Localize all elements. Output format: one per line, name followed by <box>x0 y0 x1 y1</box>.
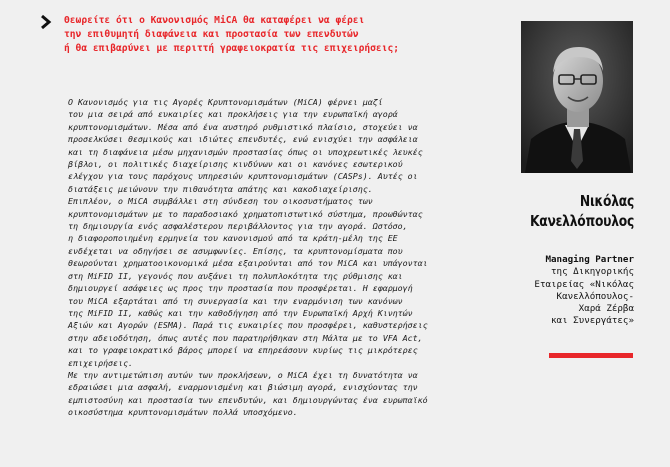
answer-line: κρυπτονομισμάτων με το παραδοσιακό χρηματοπιστωτικό σύστημα, προωθώντας <box>68 208 423 219</box>
answer-line: εδραιώσει μια ασφαλή, εναρμονισμένη και βιώσιμη αγορά, ενισχύοντας την <box>68 382 418 393</box>
interview-question <box>64 14 454 56</box>
person-org-line: Κανελλόπουλος- <box>556 290 634 302</box>
person-first-name: Νικόλας <box>579 192 634 210</box>
person-title: Managing Partner <box>545 254 634 265</box>
answer-line: του MiCA εξαρτάται από τη συνεργασία και την εναρμόνιση των κανόνων <box>68 295 403 306</box>
answer-line: ενδέχεται να οδηγήσει σε ασυμφωνίες. Επίσης, τα κρυπτονομίσματα που <box>68 245 403 256</box>
answer-line: στη MiFID II, γεγονός που αυξάνει τη πολυπλοκότητα της ρύθμισης και <box>68 270 403 281</box>
person-role <box>495 254 634 328</box>
answer-line: προσελκύσει θεσμικούς και ιδιώτες επενδυτές, ενώ ενισχύει την ασφάλεια <box>68 134 418 145</box>
answer-line: ελέγχου για τους παρόχους υπηρεσιών κρυπτονομισμάτων (CASPs). Αυτές οι <box>68 171 418 182</box>
answer-line: Ο Κανονισμός για τις Αγορές Κρυπτονομισμάτων (MiCA) φέρνει μαζί <box>68 97 383 107</box>
answer-line: της MiFID II, καθώς και την καθοδήγηση από την Ευρωπαϊκή Αρχή Κινητών <box>68 307 413 318</box>
answer-line: και τη διαφάνεια μέσω μηχανισμών προστασίας όπως οι υποχρεωτικές λευκές <box>68 146 423 157</box>
person-org-line: Εταιρείας «Νικόλας <box>534 278 634 290</box>
answer-line: εμπιστοσύνη και προστασία των επενδυτών, και δημιουργώντας ένα ευρωπαϊκό <box>68 394 428 405</box>
answer-line: διατάξεις μειώνουν την πιθανότητα απάτης και κακοδιαχείρισης. <box>68 183 373 194</box>
answer-line: βίβλοι, οι πολιτικές διαχείρισης κινδύνων και οι κανόνες εσωτερικού <box>68 159 403 170</box>
question-line: ή θα επιβαρύνει με περιττή γραφειοκρατία τις επιχειρήσεις; <box>64 43 400 54</box>
answer-line: Επιπλέον, ο MiCA συμβάλλει στη σύνδεση του οικοσυστήματος των <box>68 196 373 207</box>
answer-line: η διαφοροποιημένη ερμηνεία του κανονισμού από τα κράτη-μέλη της ΕΕ <box>68 233 398 244</box>
interview-answer <box>68 96 458 419</box>
answer-line: του μια σειρά από ευκαιρίες και προκλήσεις για την ευρωπαϊκή αγορά <box>68 109 398 120</box>
person-org-line: και Συνεργάτες» <box>551 315 634 327</box>
person-name <box>505 191 634 231</box>
answer-line: επιχειρήσεις. <box>68 357 133 368</box>
chevron-right-icon <box>40 14 52 30</box>
portrait-photo <box>521 21 633 173</box>
question-line: την επιθυμητή διαφάνεια και προστασία των επενδυτών <box>64 29 359 40</box>
answer-line: Αξιών και Αγορών (ESMA). Παρά τις ευκαιρίες που προσφέρει, καθυστερήσεις <box>68 320 428 331</box>
answer-line: στην αδειοδότηση, όπως αυτές που παρατηρήθηκαν στη Μάλτα με το VFA Act, <box>68 332 423 343</box>
answer-line: θεωρούνται χρηματοοικονομικά μέσα εξαιρούνται από τον MiCA και υπάγονται <box>68 258 428 269</box>
answer-line: δημιουργεί ασάφειες ως προς την προστασία που προσφέρεται. Η εφαρμογή <box>68 283 413 294</box>
answer-line: Με την αντιμετώπιση αυτών των προκλήσεων, ο MiCA έχει τη δυνατότητα να <box>68 369 418 380</box>
person-org-line: Χαρά Ζέρβα <box>578 303 634 315</box>
answer-line: οικοσύστημα κρυπτονομισμάτων πολλά υποσχόμενο. <box>68 407 298 418</box>
answer-line: κρυπτονομισμάτων. Μέσα από ένα αυστηρό ρυθμιστικό πλαίσιο, στοχεύει να <box>68 121 418 132</box>
person-org-line: της Δικηγορικής <box>551 266 634 278</box>
accent-bar <box>549 353 633 358</box>
question-line: Θεωρείτε ότι ο Κανονισμός MiCA θα καταφέρει να φέρει <box>64 15 365 26</box>
person-last-name: Κανελλόπουλος <box>529 212 634 230</box>
answer-line: τη δημιουργία ενός ασφαλέστερου περιβάλλοντος για την αγορά. Ωστόσο, <box>68 221 408 232</box>
answer-line: και το γραφειοκρατικό βάρος μπορεί να επηρεάσουν κυρίως τις μικρότερες <box>68 345 418 356</box>
